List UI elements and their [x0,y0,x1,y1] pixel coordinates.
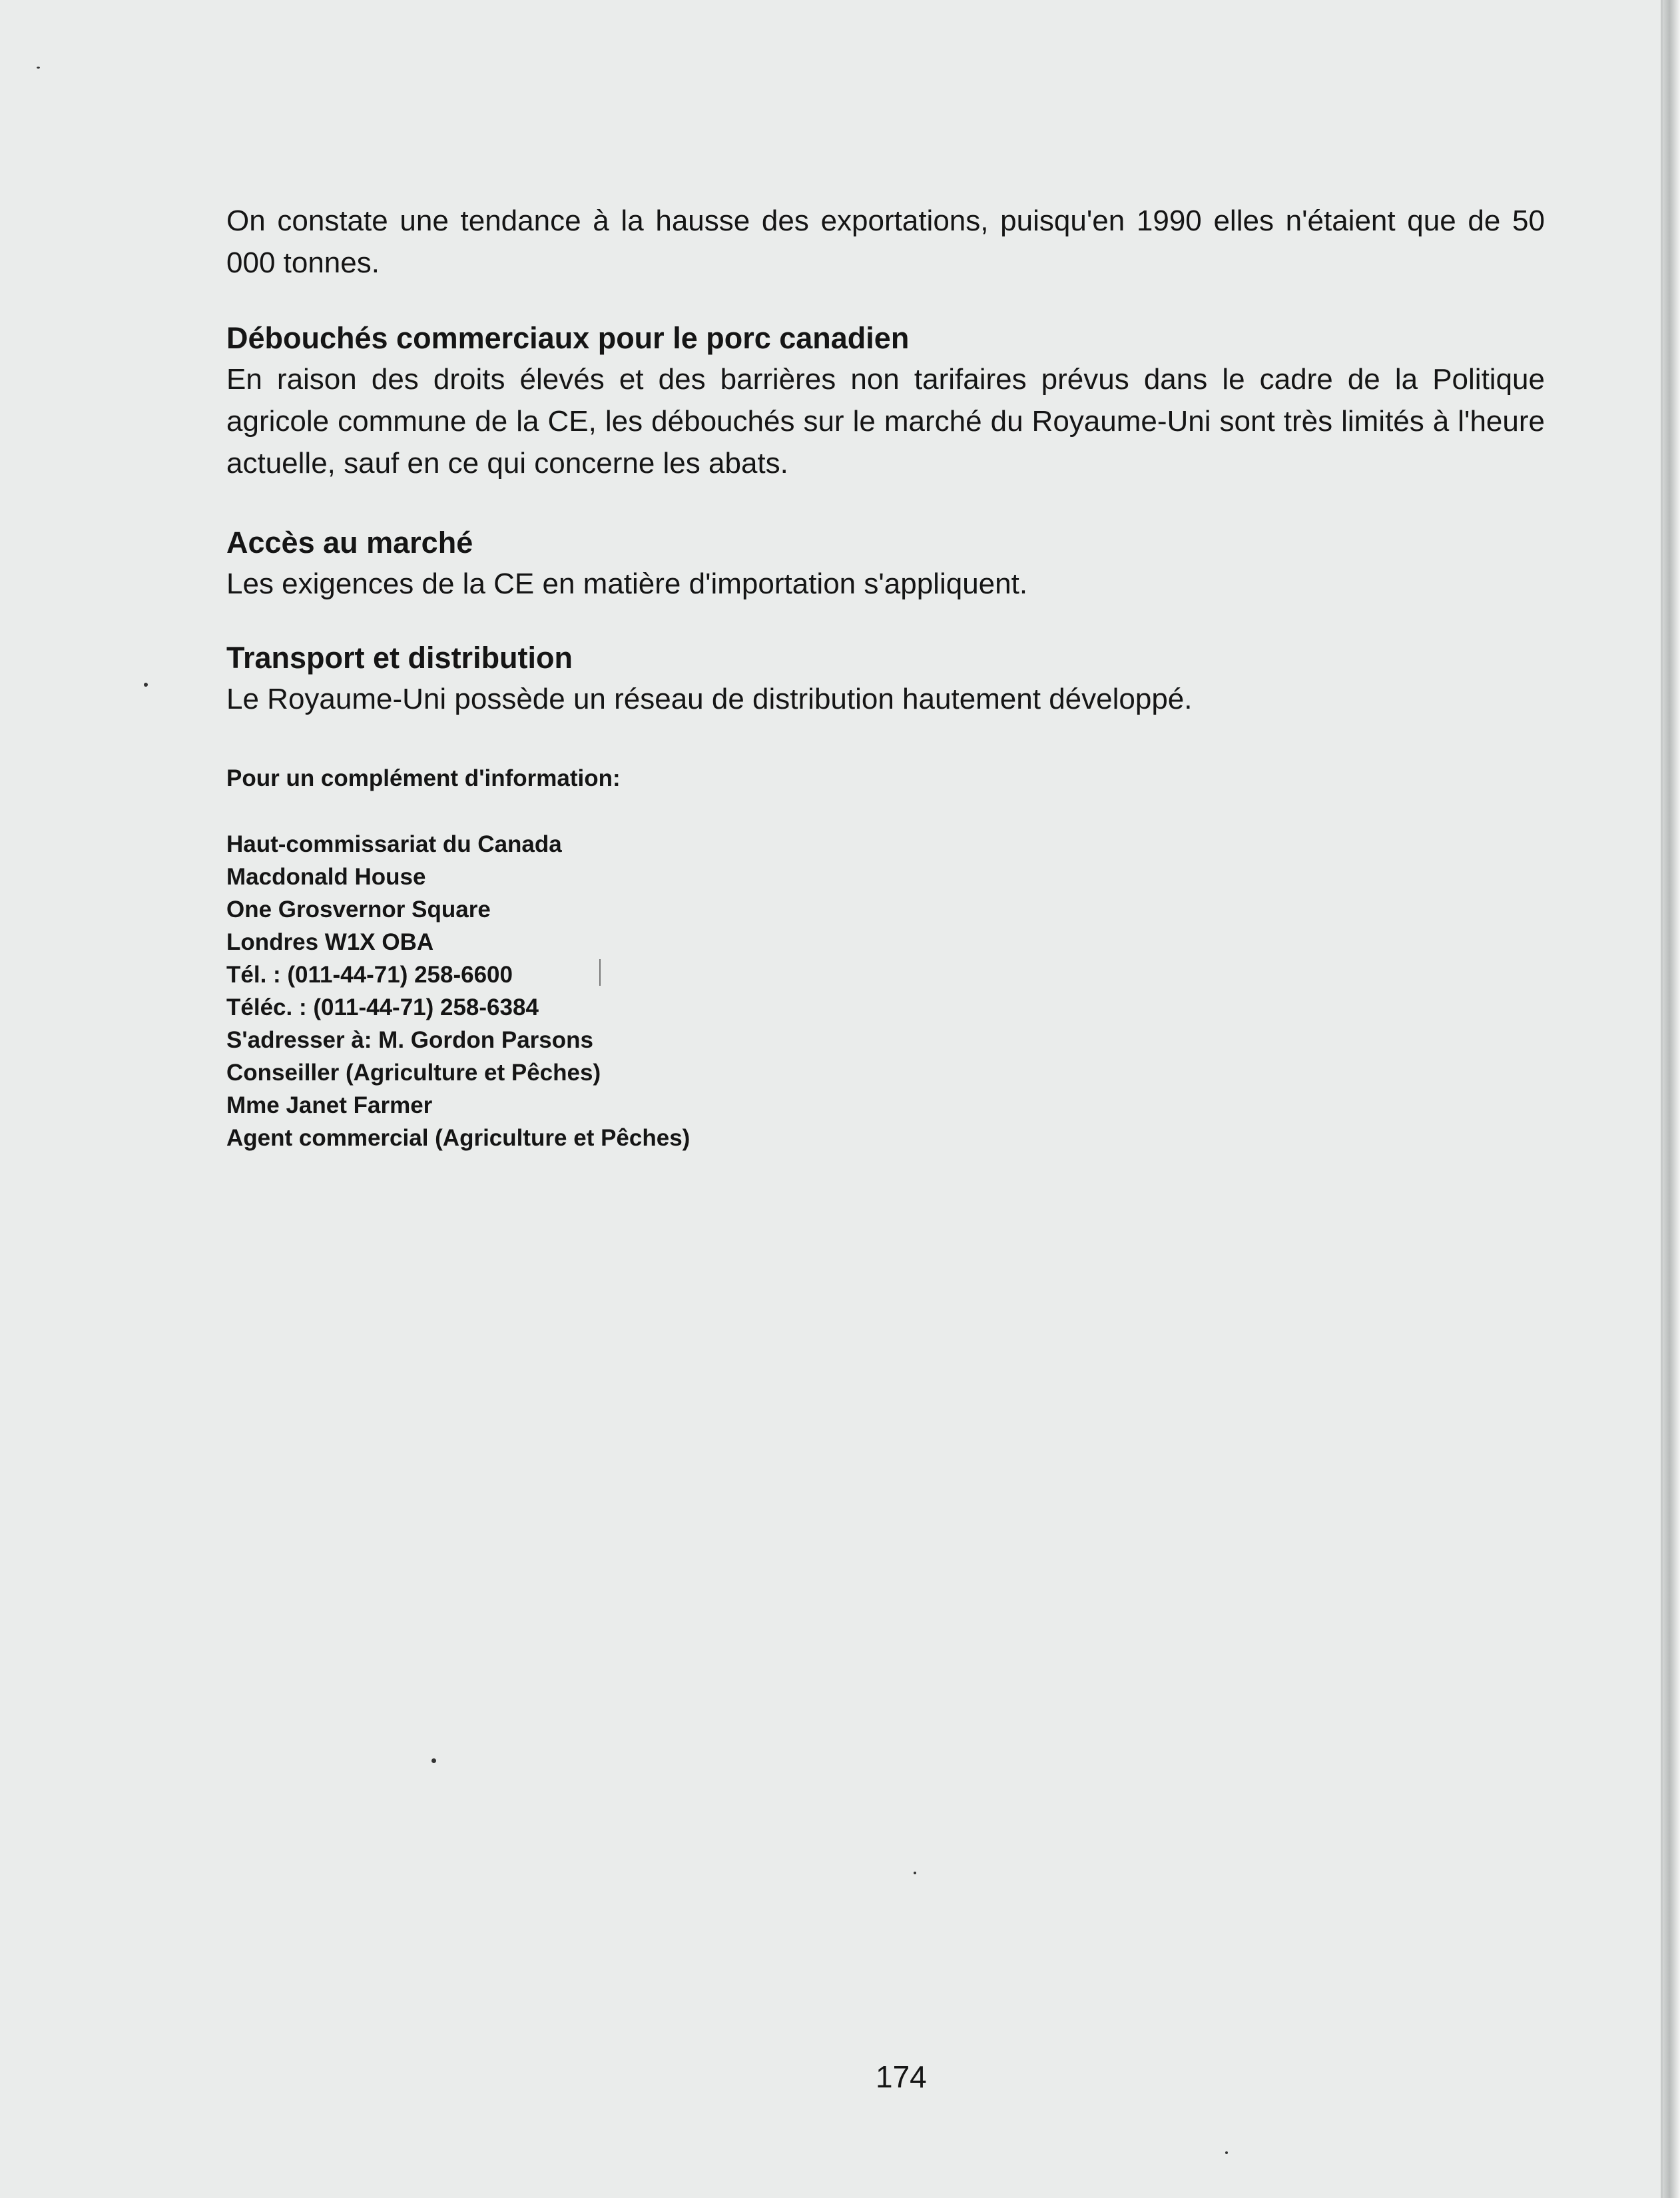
section-debouches [226,318,1545,484]
scan-speck [914,1872,916,1874]
address-line: Londres W1X OBA [226,929,434,955]
intro-paragraph: On constate une tendance à la hausse des exportations, puisqu'en 1990 elles n'étaient que de 50 000 tonnes. [226,204,1545,279]
scan-speck [1225,2151,1228,2154]
contact-title-line: Conseiller (Agriculture et Pêches) [226,1060,601,1086]
contact-person-line: S'adresser à: M. Gordon Parsons [226,1027,593,1053]
address-line: Macdonald House [226,864,426,890]
section-heading: Transport et distribution [226,641,573,675]
contact-info [226,763,1545,1154]
section-body: Le Royaume-Uni possède un réseau de distribution hautement développé. [226,683,1193,715]
page-edge [1663,0,1680,2198]
address-line: One Grosvernor Square [226,897,491,922]
contact-address [226,828,1545,1154]
phone-line: Tél. : (011-44-71) 258-6600 [226,962,513,988]
contact-title-line: Agent commercial (Agriculture et Pêches) [226,1125,691,1151]
fax-line: Téléc. : (011-44-71) 258-6384 [226,994,539,1020]
section-body: En raison des droits élevés et des barrières non tarifaires prévus dans le cadre de la Politique agricole commune de la CE, les débouchés sur le marché du Royaume-Uni sont très limités à l'heure actuelle, sauf en ce qui concerne les abats. [226,363,1545,480]
scan-speck [431,1758,436,1763]
address-line: Haut-commissariat du Canada [226,831,562,857]
scan-speck [144,683,148,687]
page-content [226,200,1545,1154]
section-acces-marche [226,523,1545,605]
page-number: 174 [876,2059,927,2094]
scan-speck [37,67,40,69]
section-heading: Accès au marché [226,526,473,559]
section-body: Les exigences de la CE en matière d'importation s'appliquent. [226,567,1028,600]
section-heading: Débouchés commerciaux pour le porc canadien [226,321,910,355]
section-transport [226,638,1545,720]
contact-info-title: Pour un complément d'information: [226,765,621,791]
contact-person-line: Mme Janet Farmer [226,1092,433,1118]
